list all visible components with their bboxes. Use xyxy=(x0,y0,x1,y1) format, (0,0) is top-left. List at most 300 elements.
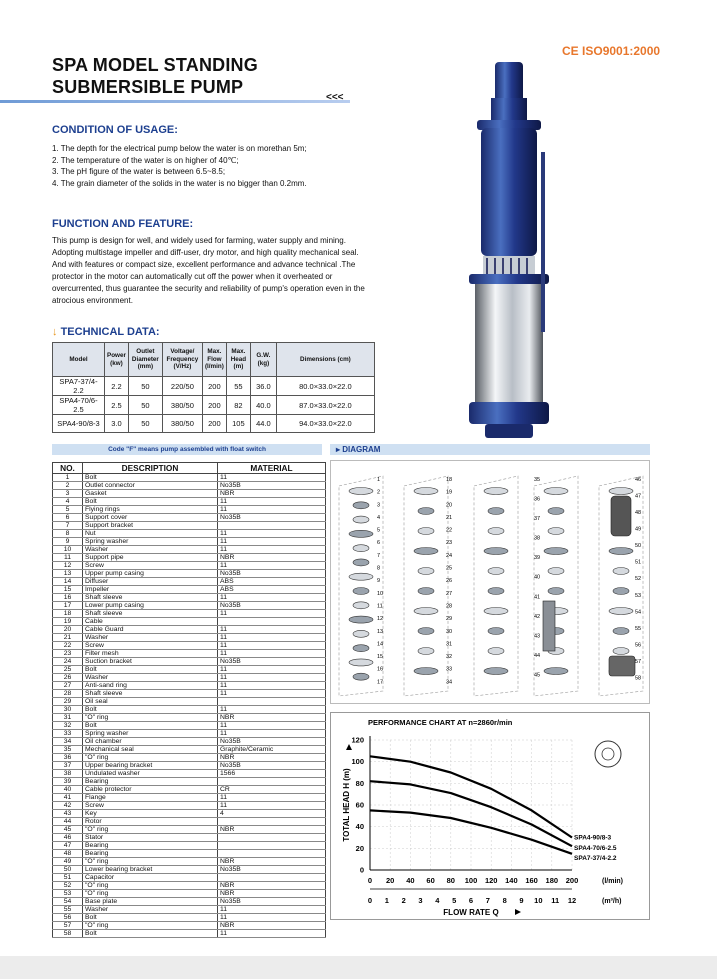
table-row xyxy=(53,498,326,506)
x-unit-top: (l/min) xyxy=(602,878,623,885)
table-cell: Base plate xyxy=(83,898,218,906)
diagram-part-shape xyxy=(544,668,568,675)
table-cell: Support pipe xyxy=(83,554,218,562)
table-row xyxy=(53,922,326,930)
x-tick-label-bottom: 11 xyxy=(551,896,560,905)
diagram-part-label: 44 xyxy=(534,652,541,659)
table-cell: 11 xyxy=(218,506,326,514)
diagram-part-shape xyxy=(414,488,438,495)
table-row xyxy=(53,858,326,866)
diagram-part-label: 32 xyxy=(446,654,453,661)
x-tick-label-top: 120 xyxy=(484,876,498,885)
parts-table xyxy=(52,462,326,938)
column-header: Max. Flow (l/min) xyxy=(202,343,226,377)
diagram-part-label: 46 xyxy=(635,477,642,483)
table-row xyxy=(53,578,326,586)
table-cell xyxy=(218,818,326,826)
diagram-part-label: 31 xyxy=(446,641,453,648)
table-row xyxy=(53,514,326,522)
diagram-part-shape xyxy=(488,628,504,635)
diagram-part-shape xyxy=(488,528,504,535)
diagram-part-label: 19 xyxy=(446,489,453,496)
table-cell: NBR xyxy=(218,922,326,930)
table-cell: 11 xyxy=(218,674,326,682)
table-cell: Spring washer xyxy=(83,730,218,738)
x-tick-label-top: 140 xyxy=(505,876,518,885)
table-row xyxy=(53,770,326,778)
x-tick-label-bottom: 7 xyxy=(485,896,490,905)
diagram-rotor-shape xyxy=(543,601,555,651)
feature-text: This pump is design for well, and widely used for farming, water supply and mining. Adopting multistage impeller and diff-user, dry motor, and high quality mechanical seal. And with features or compact size, excellent performance and advance technical .The protector in the motor can automatically cut off the power when it overheated or overcurrented, thus guarantee the security and reliability of pump's operation even in the atrocious environment. xyxy=(52,236,365,305)
table-cell: Outlet connector xyxy=(83,482,218,490)
diagram-arrow-icon: ▸ xyxy=(336,445,341,454)
table-cell: SPA7-37/4-2.2 xyxy=(53,377,105,396)
table-cell: 40.0 xyxy=(250,396,276,415)
usage-item: 4. The grain diameter of the solids in the water is no bigger than 0.2mm. xyxy=(52,178,307,188)
x-tick-label-bottom: 1 xyxy=(384,896,389,905)
table-cell: Bolt xyxy=(83,666,218,674)
certification-badge xyxy=(562,44,660,58)
diagram-part-label: 21 xyxy=(446,514,453,521)
diagram-part-shape xyxy=(414,668,438,675)
table-cell: Screw xyxy=(83,562,218,570)
table-cell: "O" ring xyxy=(83,754,218,762)
diagram-part-shape xyxy=(418,648,434,655)
table-row xyxy=(53,570,326,578)
diagram-part-label: 10 xyxy=(377,590,384,597)
table-cell: 11 xyxy=(218,906,326,914)
table-cell: 15 xyxy=(53,586,83,594)
table-cell xyxy=(218,618,326,626)
table-row xyxy=(53,690,326,698)
y-tick-label: 0 xyxy=(359,865,364,875)
arrows-mark: <<< xyxy=(326,92,344,103)
table-cell: 200 xyxy=(202,377,226,396)
diagram-part-shape xyxy=(349,573,373,580)
table-cell: Support cover xyxy=(83,514,218,522)
diagram-part-label: 18 xyxy=(446,477,453,483)
table-row xyxy=(53,802,326,810)
diagram-part-shape xyxy=(484,608,508,615)
table-cell: 57 xyxy=(53,922,83,930)
diagram-stator-shape xyxy=(611,496,631,536)
table-cell xyxy=(218,522,326,530)
diagram-part-shape xyxy=(418,588,434,595)
page-title xyxy=(52,54,258,98)
diagram-part-label: 56 xyxy=(635,642,642,649)
table-cell xyxy=(218,850,326,858)
table-cell: 11 xyxy=(218,706,326,714)
table-cell: 56 xyxy=(53,914,83,922)
diagram-part-shape xyxy=(484,488,508,495)
table-cell: 36.0 xyxy=(250,377,276,396)
table-row xyxy=(53,794,326,802)
table-cell: Capacitor xyxy=(83,874,218,882)
table-cell: 82 xyxy=(226,396,250,415)
table-cell: 51 xyxy=(53,874,83,882)
diagram-part-label: 6 xyxy=(377,540,381,547)
diagram-part-shape xyxy=(353,588,369,595)
bottom-band xyxy=(0,956,717,979)
table-cell: No35B xyxy=(218,738,326,746)
series-label: SPA4-90/8-3 xyxy=(574,834,612,842)
table-cell: 43 xyxy=(53,810,83,818)
table-cell: 11 xyxy=(218,930,326,938)
table-cell: SPA4-70/6-2.5 xyxy=(53,396,105,415)
diagram-part-label: 30 xyxy=(446,628,453,635)
table-row xyxy=(53,706,326,714)
diagram-part-shape xyxy=(613,628,629,635)
down-arrow-icon: ↓ xyxy=(52,326,58,338)
table-cell: "O" ring xyxy=(83,922,218,930)
table-row xyxy=(53,730,326,738)
x-tick-label-bottom: 2 xyxy=(401,896,406,905)
table-cell: 11 xyxy=(218,634,326,642)
float-switch-note: Code "F" means pump assembled with float switch xyxy=(52,444,322,455)
table-cell: "O" ring xyxy=(83,882,218,890)
table-header-row xyxy=(53,343,375,377)
diagram-part-label: 57 xyxy=(635,658,642,665)
table-cell: Mechanical seal xyxy=(83,746,218,754)
diagram-part-shape xyxy=(353,516,369,523)
table-cell xyxy=(218,698,326,706)
table-cell: Shaft sleeve xyxy=(83,610,218,618)
table-cell: 16 xyxy=(53,594,83,602)
table-cell: 8 xyxy=(53,530,83,538)
diagram-part-label: 43 xyxy=(534,633,541,640)
table-row xyxy=(53,834,326,842)
table-cell: 55 xyxy=(226,377,250,396)
table-row xyxy=(53,666,326,674)
diagram-part-shape xyxy=(349,659,373,666)
diagram-part-shape xyxy=(349,616,373,623)
table-cell: No35B xyxy=(218,658,326,666)
diagram-part-shape xyxy=(353,630,369,637)
table-cell: 52 xyxy=(53,882,83,890)
table-cell: 11 xyxy=(218,802,326,810)
diagram-part-label: 11 xyxy=(377,603,383,610)
diagram-part-label: 36 xyxy=(534,496,541,503)
diagram-base-shape xyxy=(609,656,635,676)
diagram-part-shape xyxy=(353,673,369,680)
diagram-part-shape xyxy=(548,528,564,535)
table-row xyxy=(53,882,326,890)
table-row xyxy=(53,930,326,938)
table-cell: 11 xyxy=(218,730,326,738)
exploded-diagram xyxy=(330,460,650,704)
table-cell: 1 xyxy=(53,474,83,482)
table-cell: 380/50 xyxy=(162,415,202,433)
x-tick-label-top: 20 xyxy=(386,876,395,885)
table-cell: Cable protector xyxy=(83,786,218,794)
diagram-part-label: 41 xyxy=(534,594,541,601)
usage-item: 2. The temperature of the water is on higher of 40℃; xyxy=(52,155,239,165)
x-tick-label-top: 180 xyxy=(545,876,559,885)
diagram-part-shape xyxy=(353,502,369,509)
diagram-part-shape xyxy=(484,548,508,555)
diagram-part-label: 2 xyxy=(377,489,381,496)
column-header: NO. xyxy=(53,463,83,474)
table-cell: 10 xyxy=(53,546,83,554)
table-cell: 11 xyxy=(218,666,326,674)
table-cell: 32 xyxy=(53,722,83,730)
table-row xyxy=(53,850,326,858)
diagram-part-label: 52 xyxy=(635,576,642,583)
table-cell: 25 xyxy=(53,666,83,674)
diagram-part-label: 37 xyxy=(534,516,541,523)
diagram-title-text: DIAGRAM xyxy=(342,445,381,454)
diagram-part-shape xyxy=(414,608,438,615)
table-cell: No35B xyxy=(218,570,326,578)
diagram-part-shape xyxy=(353,559,369,566)
diagram-part-shape xyxy=(548,568,564,575)
table-row xyxy=(53,906,326,914)
x-tick-label-top: 60 xyxy=(426,876,435,885)
diagram-part-shape xyxy=(544,548,568,555)
table-cell: 17 xyxy=(53,602,83,610)
diagram-part-shape xyxy=(488,648,504,655)
table-cell: Shaft sleeve xyxy=(83,690,218,698)
table-cell: Oil chamber xyxy=(83,738,218,746)
table-row xyxy=(53,506,326,514)
table-cell: 13 xyxy=(53,570,83,578)
table-cell: 14 xyxy=(53,578,83,586)
table-cell: Suction bracket xyxy=(83,658,218,666)
x-tick-label-bottom: 10 xyxy=(534,896,543,905)
table-cell: NBR xyxy=(218,882,326,890)
diagram-part-label: 4 xyxy=(377,514,381,521)
pump-product-image xyxy=(455,62,565,440)
usage-item: 3. The pH figure of the water is between 6.5~8.5; xyxy=(52,167,226,176)
table-cell: No35B xyxy=(218,866,326,874)
table-cell: Oil seal xyxy=(83,698,218,706)
diagram-title xyxy=(336,444,380,455)
usage-item: 1. The depth for the electrical pump below the water is on morethan 5m; xyxy=(52,144,307,153)
table-row xyxy=(53,546,326,554)
table-cell: 50 xyxy=(128,377,162,396)
table-cell: Washer xyxy=(83,634,218,642)
table-cell: 11 xyxy=(218,914,326,922)
table-cell: 44 xyxy=(53,818,83,826)
table-row xyxy=(53,377,375,396)
table-cell: 380/50 xyxy=(162,396,202,415)
x-unit-bottom: (m³/h) xyxy=(602,898,622,905)
table-cell: 11 xyxy=(218,594,326,602)
table-cell: 4 xyxy=(53,498,83,506)
column-header: DESCRIPTION xyxy=(83,463,218,474)
diagram-part-label: 51 xyxy=(635,559,642,566)
table-row xyxy=(53,554,326,562)
table-row xyxy=(53,530,326,538)
chart-title: PERFORMANCE CHART AT n=2860r/min xyxy=(368,718,513,727)
table-cell: 18 xyxy=(53,610,83,618)
x-tick-label-top: 80 xyxy=(446,876,455,885)
title-rule xyxy=(0,100,350,103)
table-row xyxy=(53,658,326,666)
table-cell: Bolt xyxy=(83,914,218,922)
diagram-part-label: 28 xyxy=(446,603,453,610)
table-cell xyxy=(218,874,326,882)
table-cell: 11 xyxy=(218,530,326,538)
diagram-part-label: 55 xyxy=(635,625,642,632)
table-cell: 11 xyxy=(218,474,326,482)
table-cell: No35B xyxy=(218,898,326,906)
table-cell: 55 xyxy=(53,906,83,914)
table-cell: Rotor xyxy=(83,818,218,826)
table-cell: 34 xyxy=(53,738,83,746)
table-cell: 1566 xyxy=(218,770,326,778)
table-cell: 11 xyxy=(218,546,326,554)
diagram-part-label: 20 xyxy=(446,502,453,509)
table-row xyxy=(53,762,326,770)
table-row xyxy=(53,474,326,482)
table-row xyxy=(53,594,326,602)
table-row xyxy=(53,538,326,546)
table-row xyxy=(53,914,326,922)
table-cell: 22 xyxy=(53,642,83,650)
x-tick-label-bottom: 0 xyxy=(367,896,373,905)
table-cell: 7 xyxy=(53,522,83,530)
table-cell: Filter mesh xyxy=(83,650,218,658)
table-cell: 5 xyxy=(53,506,83,514)
series-label: SPA7-37/4-2.2 xyxy=(574,854,617,862)
x-tick-label-top: 0 xyxy=(367,876,373,885)
table-row xyxy=(53,610,326,618)
diagram-part-shape xyxy=(353,645,369,652)
table-cell: 19 xyxy=(53,618,83,626)
table-cell: 2.5 xyxy=(105,396,129,415)
table-cell: 46 xyxy=(53,834,83,842)
table-cell: 24 xyxy=(53,658,83,666)
diagram-part-shape xyxy=(353,602,369,609)
table-cell: 2.2 xyxy=(105,377,129,396)
diagram-part-label: 50 xyxy=(635,543,642,550)
diagram-part-label: 15 xyxy=(377,654,384,661)
table-row xyxy=(53,754,326,762)
usage-title: CONDITION OF USAGE: xyxy=(52,124,178,136)
table-cell: NBR xyxy=(218,554,326,562)
table-row xyxy=(53,562,326,570)
x-axis-arrow-icon xyxy=(515,909,521,915)
table-cell: 11 xyxy=(218,498,326,506)
table-cell: Stator xyxy=(83,834,218,842)
table-cell: Upper pump casing xyxy=(83,570,218,578)
table-cell: No35B xyxy=(218,514,326,522)
diagram-part-shape xyxy=(418,568,434,575)
x-tick-label-top: 40 xyxy=(406,876,415,885)
table-cell: 28 xyxy=(53,690,83,698)
table-cell: 38 xyxy=(53,770,83,778)
table-cell: 20 xyxy=(53,626,83,634)
table-row xyxy=(53,738,326,746)
table-cell: 87.0×33.0×22.0 xyxy=(276,396,374,415)
table-cell: 11 xyxy=(218,610,326,618)
diagram-part-label: 49 xyxy=(635,526,642,533)
table-row xyxy=(53,522,326,530)
table-cell: No35B xyxy=(218,762,326,770)
table-cell: 39 xyxy=(53,778,83,786)
diagram-part-shape xyxy=(548,508,564,515)
table-cell: Screw xyxy=(83,642,218,650)
table-row xyxy=(53,626,326,634)
parts-header-row xyxy=(53,463,326,474)
table-cell: 11 xyxy=(218,562,326,570)
table-cell: Washer xyxy=(83,906,218,914)
table-cell: 41 xyxy=(53,794,83,802)
table-cell: 80.0×33.0×22.0 xyxy=(276,377,374,396)
table-cell: Cable xyxy=(83,618,218,626)
table-cell: Cable Guard xyxy=(83,626,218,634)
y-axis-label: TOTAL HEAD H (m) xyxy=(342,768,351,842)
table-cell: No35B xyxy=(218,602,326,610)
x-tick-label-bottom: 5 xyxy=(452,896,457,905)
column-header: Power (kw) xyxy=(105,343,129,377)
table-cell: "O" ring xyxy=(83,714,218,722)
table-cell: 6 xyxy=(53,514,83,522)
series-label: SPA4-70/6-2.5 xyxy=(574,845,617,853)
diagram-part-shape xyxy=(349,530,373,537)
table-row xyxy=(53,842,326,850)
table-cell: 40 xyxy=(53,786,83,794)
technical-data-table xyxy=(52,342,375,433)
diagram-part-label: 14 xyxy=(377,641,384,648)
table-cell: 29 xyxy=(53,698,83,706)
table-cell: ABS xyxy=(218,586,326,594)
table-row xyxy=(53,874,326,882)
table-cell: Anti-sand ring xyxy=(83,682,218,690)
table-cell: 4 xyxy=(218,810,326,818)
table-cell: 11 xyxy=(218,794,326,802)
column-header: MATERIAL xyxy=(218,463,326,474)
table-row xyxy=(53,746,326,754)
x-tick-label-bottom: 12 xyxy=(567,896,577,905)
table-cell: NBR xyxy=(218,858,326,866)
table-row xyxy=(53,650,326,658)
diagram-part-label: 25 xyxy=(446,565,453,572)
x-tick-label-bottom: 3 xyxy=(418,896,423,905)
table-cell: 44.0 xyxy=(250,415,276,433)
title-line-2: SUBMERSIBLE PUMP xyxy=(52,77,244,97)
title-line-1: SPA MODEL STANDING xyxy=(52,55,258,75)
table-cell: Gasket xyxy=(83,490,218,498)
diagram-part-label: 27 xyxy=(446,590,453,597)
table-cell: Washer xyxy=(83,546,218,554)
x-tick-label-top: 100 xyxy=(464,876,478,885)
y-tick-label: 60 xyxy=(355,800,364,810)
table-row xyxy=(53,890,326,898)
diagram-part-shape xyxy=(609,548,633,555)
table-cell: 105 xyxy=(226,415,250,433)
diagram-part-shape xyxy=(613,648,629,655)
x-tick-label-top: 200 xyxy=(565,876,579,885)
diagram-part-shape xyxy=(613,568,629,575)
diagram-part-shape xyxy=(414,548,438,555)
table-row xyxy=(53,415,375,433)
table-cell: SPA4-90/8-3 xyxy=(53,415,105,433)
table-row xyxy=(53,618,326,626)
table-cell: 50 xyxy=(128,415,162,433)
table-cell: 11 xyxy=(218,538,326,546)
table-cell: Lower bearing bracket xyxy=(83,866,218,874)
table-cell: "O" ring xyxy=(83,858,218,866)
table-row xyxy=(53,714,326,722)
table-row xyxy=(53,482,326,490)
table-cell: Upper bearing bracket xyxy=(83,762,218,770)
table-cell: 9 xyxy=(53,538,83,546)
diagram-part-label: 29 xyxy=(446,616,453,623)
table-row xyxy=(53,682,326,690)
diagram-part-label: 42 xyxy=(534,613,541,620)
